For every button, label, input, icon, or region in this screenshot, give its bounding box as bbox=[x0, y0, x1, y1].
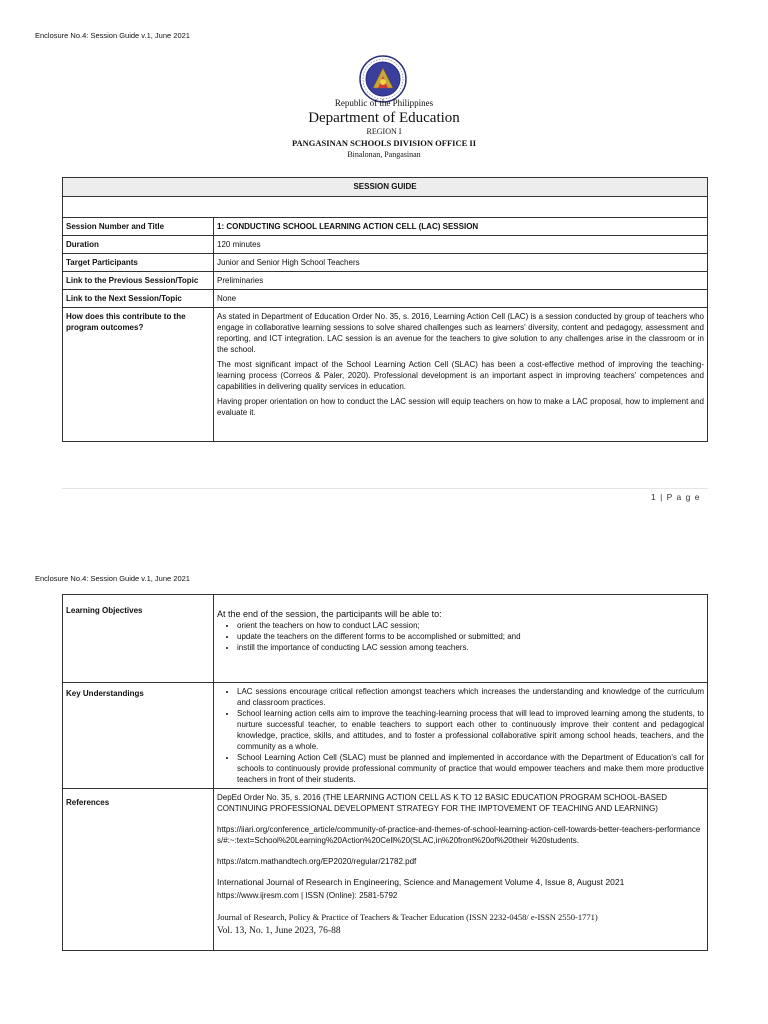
references-cell bbox=[214, 789, 708, 951]
contribution-text bbox=[214, 308, 708, 442]
duration-value: 120 minutes bbox=[214, 236, 708, 254]
footer-divider bbox=[62, 488, 708, 489]
table-title-row bbox=[63, 178, 708, 197]
row-label: References bbox=[63, 789, 214, 951]
page-number: 1 | P a g e bbox=[651, 492, 701, 502]
list-item: • LAC sessions encourage critical reflection amongst teachers which increases the understanding and knowledge of the curriculum and classroom practices. bbox=[237, 686, 704, 708]
enclosure-label: Enclosure No.4: Session Guide v.1, June 2021 bbox=[35, 31, 190, 40]
page-2 bbox=[0, 560, 768, 1024]
previous-session-value: Preliminaries bbox=[214, 272, 708, 290]
contribution-paragraph: Having proper orientation on how to conduct the LAC session will equip teachers on how to make a LAC proposal, how to implement and evaluate it. bbox=[217, 397, 704, 417]
deped-seal-icon bbox=[359, 55, 407, 103]
list-item: • School Learning Action Cell (SLAC) must be planned and implemented in accordance with the Department of Education's call for schools to continuously provide professional community of practice that would empower teachers and make them more productive teachers in front of their students. bbox=[237, 752, 704, 785]
row-label: Learning Objectives bbox=[63, 595, 214, 683]
reference-link: https://atcm.mathandtech.org/EP2020/regular/21782.pdf bbox=[217, 857, 417, 866]
row-label: Link to the Previous Session/Topic bbox=[63, 272, 214, 290]
reference-journal: Journal of Research, Policy & Practice of Teachers & Teacher Education (ISSN 2232-0458/ e-ISSN 2550-1771) bbox=[217, 912, 598, 922]
objectives-list bbox=[217, 620, 704, 653]
understandings-cell bbox=[214, 683, 708, 789]
department-title: Department of Education bbox=[308, 110, 460, 126]
contribution-paragraph: The most significant impact of the School Learning Action Cell (SLAC) has been a cost-effective method of improving the teaching-learning process (Correos & Paler, 2020). Professional development is an important aspect in improving teachers' competences and capabilities in delivering quality services in education. bbox=[217, 360, 704, 391]
table-row bbox=[63, 308, 708, 442]
row-label: Target Participants bbox=[63, 254, 214, 272]
list-item: • instill the importance of conducting LAC session among teachers. bbox=[237, 642, 704, 653]
reference-journal-url: https://www.ijresm.com | ISSN (Online): 2581-5792 bbox=[217, 891, 398, 900]
division-office-label: PANGASINAN SCHOOLS DIVISION OFFICE II bbox=[291, 138, 477, 148]
region-label: REGION I bbox=[366, 127, 402, 136]
session-guide-title: SESSION GUIDE bbox=[63, 178, 708, 197]
republic-label: Republic of the Philippines bbox=[334, 98, 434, 108]
row-label: Link to the Next Session/Topic bbox=[63, 290, 214, 308]
understandings-list bbox=[217, 686, 704, 785]
reference-journal: International Journal of Research in Engineering, Science and Management Volume 4, Issue 8, August 2021 bbox=[217, 877, 625, 887]
session-details-table bbox=[62, 594, 708, 951]
table-row bbox=[63, 218, 708, 236]
row-label: Session Number and Title bbox=[63, 218, 214, 236]
table-row bbox=[63, 272, 708, 290]
list-item: • update the teachers on the different forms to be accomplished or submitted; and bbox=[237, 631, 704, 642]
table-row bbox=[63, 789, 708, 951]
enclosure-label: Enclosure No.4: Session Guide v.1, June 2021 bbox=[35, 574, 190, 583]
list-item: • orient the teachers on how to conduct LAC session; bbox=[237, 620, 704, 631]
table-row bbox=[63, 595, 708, 683]
table-row bbox=[63, 683, 708, 789]
table-blank-row bbox=[63, 197, 708, 218]
objectives-intro: At the end of the session, the participants will be able to: bbox=[217, 609, 442, 619]
reference-journal-volume: Vol. 13, No. 1, June 2023, 76-88 bbox=[217, 926, 341, 936]
session-title-value: 1: CONDUCTING SCHOOL LEARNING ACTION CELL (LAC) SESSION bbox=[214, 218, 708, 236]
row-label: How does this contribute to the program outcomes? bbox=[63, 308, 214, 442]
next-session-value: None bbox=[214, 290, 708, 308]
location-label: Binalonan, Pangasinan bbox=[347, 150, 421, 159]
table-row bbox=[63, 236, 708, 254]
contribution-paragraph: As stated in Department of Education Order No. 35, s. 2016, Learning Action Cell (LAC) is a session conducted by group of teachers who engage in collaborative learning sessions to solve shared challenges such as learners' diversity, content and pedagogy, assessment and reporting, and ICT integration. LAC session is an avenue for the teachers to give solution to any challenges arise in the classroom or in the school. bbox=[217, 312, 704, 354]
row-label: Duration bbox=[63, 236, 214, 254]
reference-link: https://iiari.org/conference_article/community-of-practice-and-themes-of-school-learning-action-cell-towards-better-teachers-performances/#:~:text=School%20Learning%20Action%20Cell%20(SLAC,in%20front%20of%20their %20students. bbox=[217, 825, 701, 845]
table-row bbox=[63, 290, 708, 308]
objectives-cell bbox=[214, 595, 708, 683]
participants-value: Junior and Senior High School Teachers bbox=[214, 254, 708, 272]
session-guide-table bbox=[62, 177, 708, 442]
reference-deped-order: DepEd Order No. 35, s. 2016 (THE LEARNING ACTION CELL AS K TO 12 BASIC EDUCATION PROGRAM SCHOOL-BASED CONTINUING PROFESSIONAL DEVELOPMENT STRATEGY FOR THE IMPTOVEMENT OF TEACHING AND LEARNING) bbox=[217, 793, 668, 813]
table-row bbox=[63, 254, 708, 272]
list-item: • School learning action cells aim to improve the teaching-learning process that will lead to improved learning among the students, to nurture successful teacher, to enable teachers to support each other to continuously improve their content and pedagogical knowledge, practice, skills, and attitudes, and to foster a professional collaborative spirit among school heads, teachers, and the community as a whole. bbox=[237, 708, 704, 752]
row-label: Key Understandings bbox=[63, 683, 214, 789]
